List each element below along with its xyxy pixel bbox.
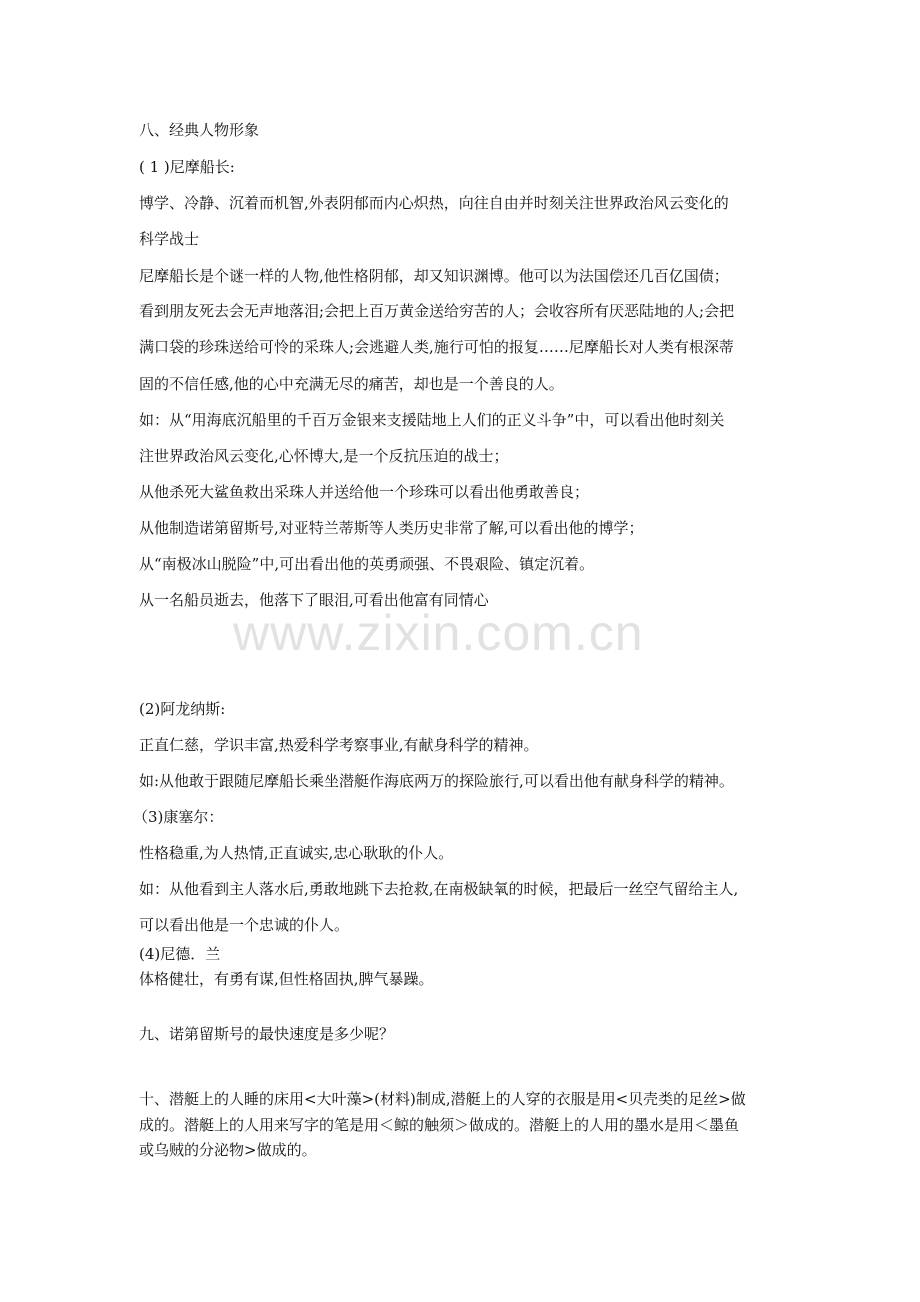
character-heading-ned-land: (4)尼德．兰: [139, 945, 221, 963]
watermark: www.zixin.com.cn: [233, 605, 644, 661]
text-line: 从一名船员逝去，他落下了眼泪,可看出他富有同情心: [139, 591, 489, 609]
text-line: 注世界政治风云变化,心怀博大,是一个反抗压迫的战士；: [139, 447, 509, 465]
text-line: 或乌贼的分泌物>做成的。: [139, 1141, 317, 1159]
text-line: 如:从他敢于跟随尼摩船长乘坐潜艇作海底两万的探险旅行,可以看出他有献身科学的精神。: [139, 772, 734, 790]
section-heading-10: 十、潜艇上的人睡的床用<大叶藻>(材料)制成,潜艇上的人穿的衣服是用<贝壳类的足丝>做: [139, 1090, 746, 1108]
text-line: 正直仁慈，学识丰富,热爱科学考察事业,有献身科学的精神。: [139, 736, 539, 754]
text-line: 成的。潜艇上的人用来写字的笔是用＜鲸的触须＞做成的。潜艇上的人用的墨水是用＜墨鱼: [139, 1116, 740, 1134]
section-heading-8: 八、经典人物形象: [139, 121, 260, 139]
text-line: 可以看出他是一个忠诚的仆人。: [139, 916, 350, 934]
text-line: 如：从他看到主人落水后,勇敢地跳下去抢救,在南极缺氧的时候，把最后一丝空气留给主人,: [139, 880, 739, 898]
text-line: 如：从“用海底沉船里的千百万金银来支援陆地上人们的正义斗争”中，可以看出他时刻关: [139, 411, 725, 429]
text-line: 博学、冷静、沉着而机智,外表阴郁而内心炽热，向往自由并时刻关注世界政治风云变化的: [139, 194, 729, 212]
section-heading-9: 九、诺第留斯号的最快速度是多少呢？: [139, 1025, 395, 1043]
text-line: 从“南极冰山脱险”中,可出看出他的英勇顽强、不畏艰险、镇定沉着。: [139, 555, 595, 573]
text-line: 体格健壮，有勇有谋,但性格固执,脾气暴躁。: [139, 970, 434, 988]
character-heading-aronnax: (2)阿龙纳斯:: [139, 700, 226, 718]
text-line: 从他杀死大鲨鱼救出采珠人并送给他一个珍珠可以看出他勇敢善良；: [139, 483, 590, 501]
character-heading-conseil: （3)康塞尔：: [133, 808, 224, 826]
text-line: 看到朋友死去会无声地落泪;会把上百万黄金送给穷苦的人；会收容所有厌恶陆地的人;会把: [139, 302, 735, 320]
text-line: 科学战士: [139, 230, 200, 248]
text-line: 固的不信任感,他的心中充满无尽的痛苦，却也是一个善良的人。: [139, 375, 564, 393]
text-line: 从他制造诺第留斯号,对亚特兰蒂斯等人类历史非常了解,可以看出他的博学；: [139, 519, 644, 537]
character-heading-nemo: ( 1 )尼摩船长:: [139, 158, 235, 176]
text-line: 尼摩船长是个谜一样的人物,他性格阴郁，却又知识渊博。他可以为法国偿还几百亿国债；: [139, 267, 729, 285]
text-line: 性格稳重,为人热情,正直诚实,忠心耿耿的仆人。: [139, 844, 454, 862]
text-line: 满口袋的珍珠送给可怜的采珠人;会逃避人类,施行可怕的报复……尼摩船长对人类有根深蒂: [139, 338, 734, 356]
